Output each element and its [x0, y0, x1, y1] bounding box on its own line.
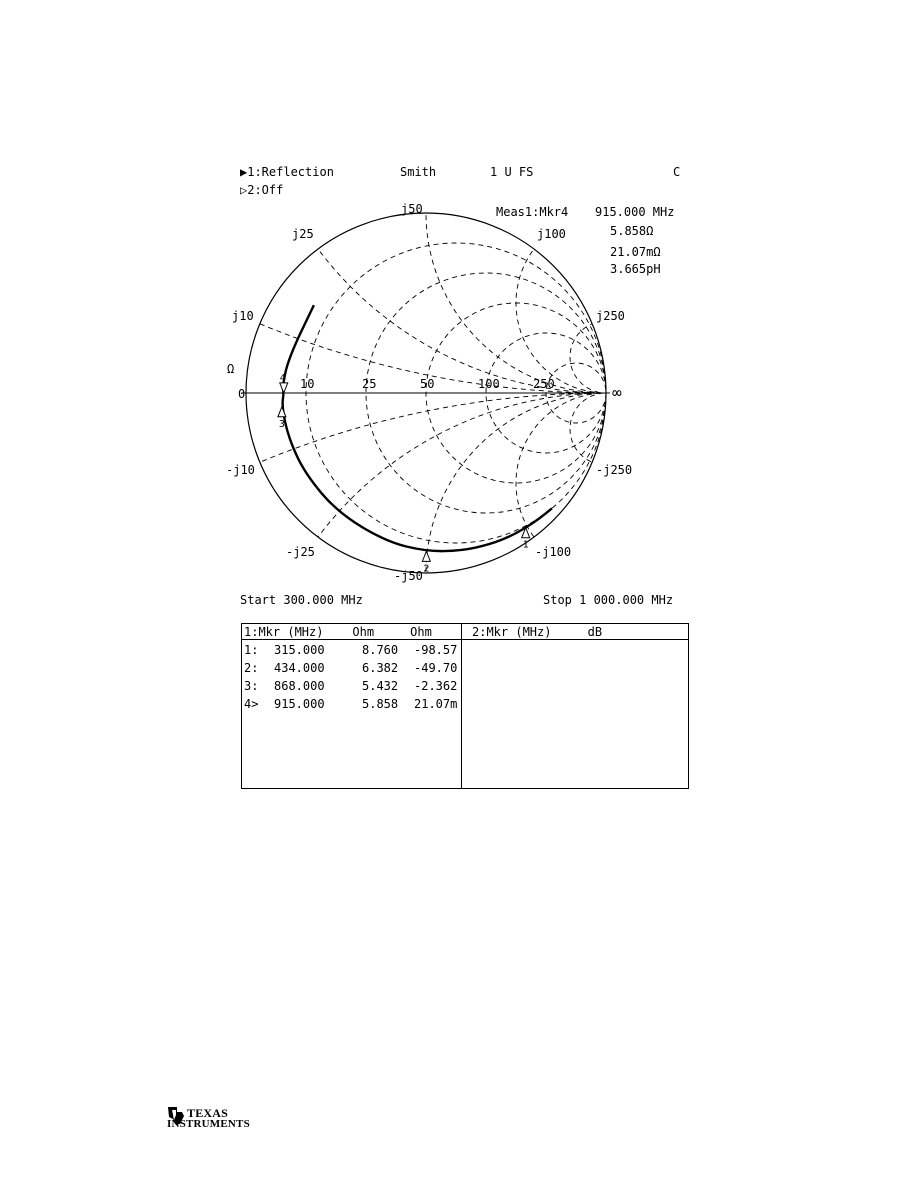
imag-label-upper-3: j100	[537, 227, 566, 241]
real-label-5: 250	[533, 377, 555, 391]
marker-3	[278, 407, 286, 430]
table-divider	[461, 624, 462, 788]
marker-symbol-3	[278, 407, 286, 417]
real-label-3: 50	[420, 377, 435, 391]
trace-layer	[283, 305, 552, 551]
format-label: Smith	[400, 165, 437, 179]
table-right-header: 2:Mkr (MHz) dB	[472, 625, 603, 639]
readout-frequency: 915.000 MHz	[595, 205, 675, 219]
row-x: -2.362	[414, 679, 458, 693]
row-id: 4>	[244, 697, 259, 711]
imag-label-lower-3: -j100	[535, 545, 572, 559]
reactance-arc-pos-10	[0, 0, 918, 393]
reactance-arc-neg-25	[246, 393, 918, 620]
real-label-1: 10	[300, 377, 315, 391]
marker-label-1: 1	[522, 539, 529, 551]
reflection-trace	[283, 305, 552, 551]
marker-label-2: 2	[423, 563, 430, 575]
trace2-label: ▷2:Off	[240, 183, 284, 197]
marker-label-3: 3	[278, 418, 285, 430]
ti-logo	[165, 1104, 250, 1132]
imag-label-lower-2: -j50	[394, 569, 423, 583]
row-x: -49.70	[414, 661, 458, 675]
marker-symbol-4	[280, 383, 288, 393]
marker-table	[241, 623, 689, 789]
row-freq: 915.000	[274, 697, 325, 711]
readout-resistance: 5.858Ω	[610, 224, 654, 238]
row-x: 21.07m	[414, 697, 458, 711]
row-freq: 315.000	[274, 643, 325, 657]
row-id: 3:	[244, 679, 259, 693]
real-label-4: 100	[478, 377, 500, 391]
imag-label-upper-1: j25	[292, 227, 314, 241]
sweep-start: Start 300.000 MHz	[240, 593, 363, 607]
imag-label-lower-4: -j250	[596, 463, 633, 477]
marker-4	[280, 373, 288, 393]
row-x: -98.57	[414, 643, 458, 657]
marker-2	[422, 551, 430, 574]
row-r: 5.432	[362, 679, 399, 693]
readout-reactance: 21.07mΩ	[610, 245, 661, 259]
imag-label-upper-4: j250	[596, 309, 625, 323]
sweep-stop: Stop 1 000.000 MHz	[543, 593, 674, 607]
reactance-arc-neg-10	[0, 393, 918, 620]
row-id: 1:	[244, 643, 259, 657]
row-freq: 434.000	[274, 661, 325, 675]
reactance-arc-neg-50	[426, 393, 786, 620]
logo-line1: TEXAS	[187, 1106, 229, 1120]
marker-label-4: 4	[279, 372, 286, 384]
scale-label: 1 U FS	[490, 165, 534, 179]
table-header-rule	[242, 639, 688, 640]
real-label-2: 25	[362, 377, 377, 391]
row-id: 2:	[244, 661, 259, 675]
cal-flag: C	[673, 165, 681, 179]
imag-label-upper-0: j10	[232, 309, 254, 323]
real-label-0: 0	[238, 387, 246, 401]
row-r: 5.858	[362, 697, 399, 711]
readout-inductance: 3.665pH	[610, 262, 661, 276]
trace1-label: ▶1:Reflection	[240, 165, 334, 179]
readout-title: Meas1:Mkr4	[496, 205, 569, 219]
logo-line2: INSTRUMENTS	[167, 1118, 250, 1130]
reactance-arc-pos-50	[426, 33, 786, 393]
reactance-arc-pos-25	[246, 0, 918, 393]
row-freq: 868.000	[274, 679, 325, 693]
row-r: 8.760	[362, 643, 399, 657]
imag-label-lower-1: -j25	[286, 545, 315, 559]
row-r: 6.382	[362, 661, 399, 675]
marker-1	[522, 528, 530, 551]
marker-symbol-2	[422, 551, 430, 561]
imag-label-lower-0: -j10	[226, 463, 255, 477]
table-left-header: 1:Mkr (MHz) Ohm Ohm	[244, 625, 432, 639]
real-label-6: ∞	[612, 383, 622, 402]
reference-label: Ω	[227, 362, 235, 376]
imag-label-upper-2: j50	[401, 202, 423, 216]
